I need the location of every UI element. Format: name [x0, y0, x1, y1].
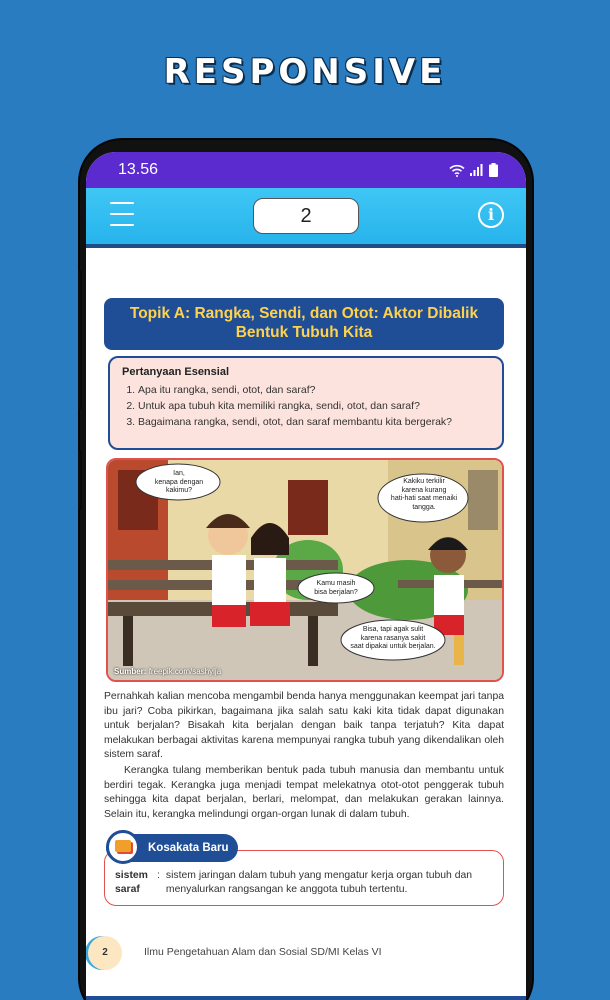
vocab-definition: sistem jaringan dalam tubuh yang mengatur kerja organ tubuh dan menyalurkan rangsangan ke anggota tubuh tertentu. — [165, 870, 473, 895]
page-number-field[interactable]: 2 — [253, 198, 359, 234]
vocab-header: Kosakata Baru — [106, 834, 238, 862]
signal-icon — [470, 164, 484, 176]
topic-title — [104, 298, 504, 350]
phone-side-button-2 — [78, 450, 82, 510]
vocab-separator: : — [157, 870, 160, 881]
vocab-term: sistem saraf — [115, 870, 148, 895]
app-bar — [86, 188, 526, 244]
speech-bubble-4: Bisa, tapi agak sulit karena rasanya sakit saat dipakai untuk berjalan. — [350, 626, 436, 650]
topic-title-line-1: Topik A: Rangka, Sendi, dan Otot: Aktor Dibalik — [129, 305, 479, 322]
essential-questions-list — [122, 384, 490, 428]
paragraph-1: Pernahkah kalian mencoba mengambil benda hanya menggunakan keempat jari tanpa ibu jari? Coba pikirkan, bagaimana jika salah satu kaki kita tidak dapat digunakan untuk berjalan? Bisakah kita berjalan dengan baik tanpa terjatuh? Kita dapat melakukan berbagai aktivitas karena mempunyai rangka tubuh yang dikendalikan oleh sistem saraf. — [104, 691, 504, 761]
phone-screen — [86, 152, 526, 1000]
info-icon[interactable]: i — [478, 202, 504, 228]
footer-page-number: 2 — [88, 936, 122, 970]
status-time: 13.56 — [118, 161, 159, 178]
book-page — [86, 248, 526, 1000]
question-item: 2. Untuk apa tubuh kita memiliki rangka, sendi, otot, dan saraf? — [138, 400, 490, 412]
footer-book-title: Ilmu Pengetahuan Alam dan Sosial SD/MI Kelas VI — [144, 946, 382, 958]
bottom-bar — [86, 996, 526, 1000]
topic-title-line-2: Bentuk Tubuh Kita — [235, 324, 373, 341]
question-item: 1. Apa itu rangka, sendi, otot, dan saraf? — [138, 384, 490, 396]
essential-questions-title: Pertanyaan Esensial — [122, 366, 230, 378]
question-item: 3. Bagaimana rangka, sendi, otot, dan saraf membantu kita bergerak? — [138, 416, 490, 428]
image-source — [114, 667, 221, 676]
phone-side-button — [78, 270, 82, 410]
source-label: Sumber: — [114, 667, 147, 676]
illustration — [106, 458, 504, 682]
speech-bubble-1: Ian, kenapa dengan kakimu? — [154, 470, 204, 494]
wifi-icon — [449, 164, 465, 177]
menu-icon[interactable] — [110, 202, 134, 228]
battery-icon — [489, 163, 498, 177]
speech-bubble-2: Kakiku terkilir karena kurang hati-hati saat menaiki tangga. — [390, 478, 458, 511]
source-value: freepik.com/sashylja — [148, 667, 222, 676]
book-icon — [106, 830, 140, 864]
speech-bubble-3: Kamu masih bisa berjalan? — [314, 580, 358, 596]
responsive-banner: RESPONSIVE — [163, 52, 447, 92]
essential-questions-box — [108, 356, 504, 450]
status-bar — [86, 152, 526, 188]
paragraph-2: Kerangka tulang memberikan bentuk pada tubuh manusia dan membantu untuk berdiri tegak. Kerangka juga menjadi tempat melekatnya otot-otot penggerak tubuh sehingga kita dapat berjalan, berlari, melompat, dan melakukan gerakan lainnya. Selain itu, kerangka melindungi organ-organ lunak di dalam tubuh. — [104, 765, 504, 820]
status-icons — [449, 163, 498, 177]
